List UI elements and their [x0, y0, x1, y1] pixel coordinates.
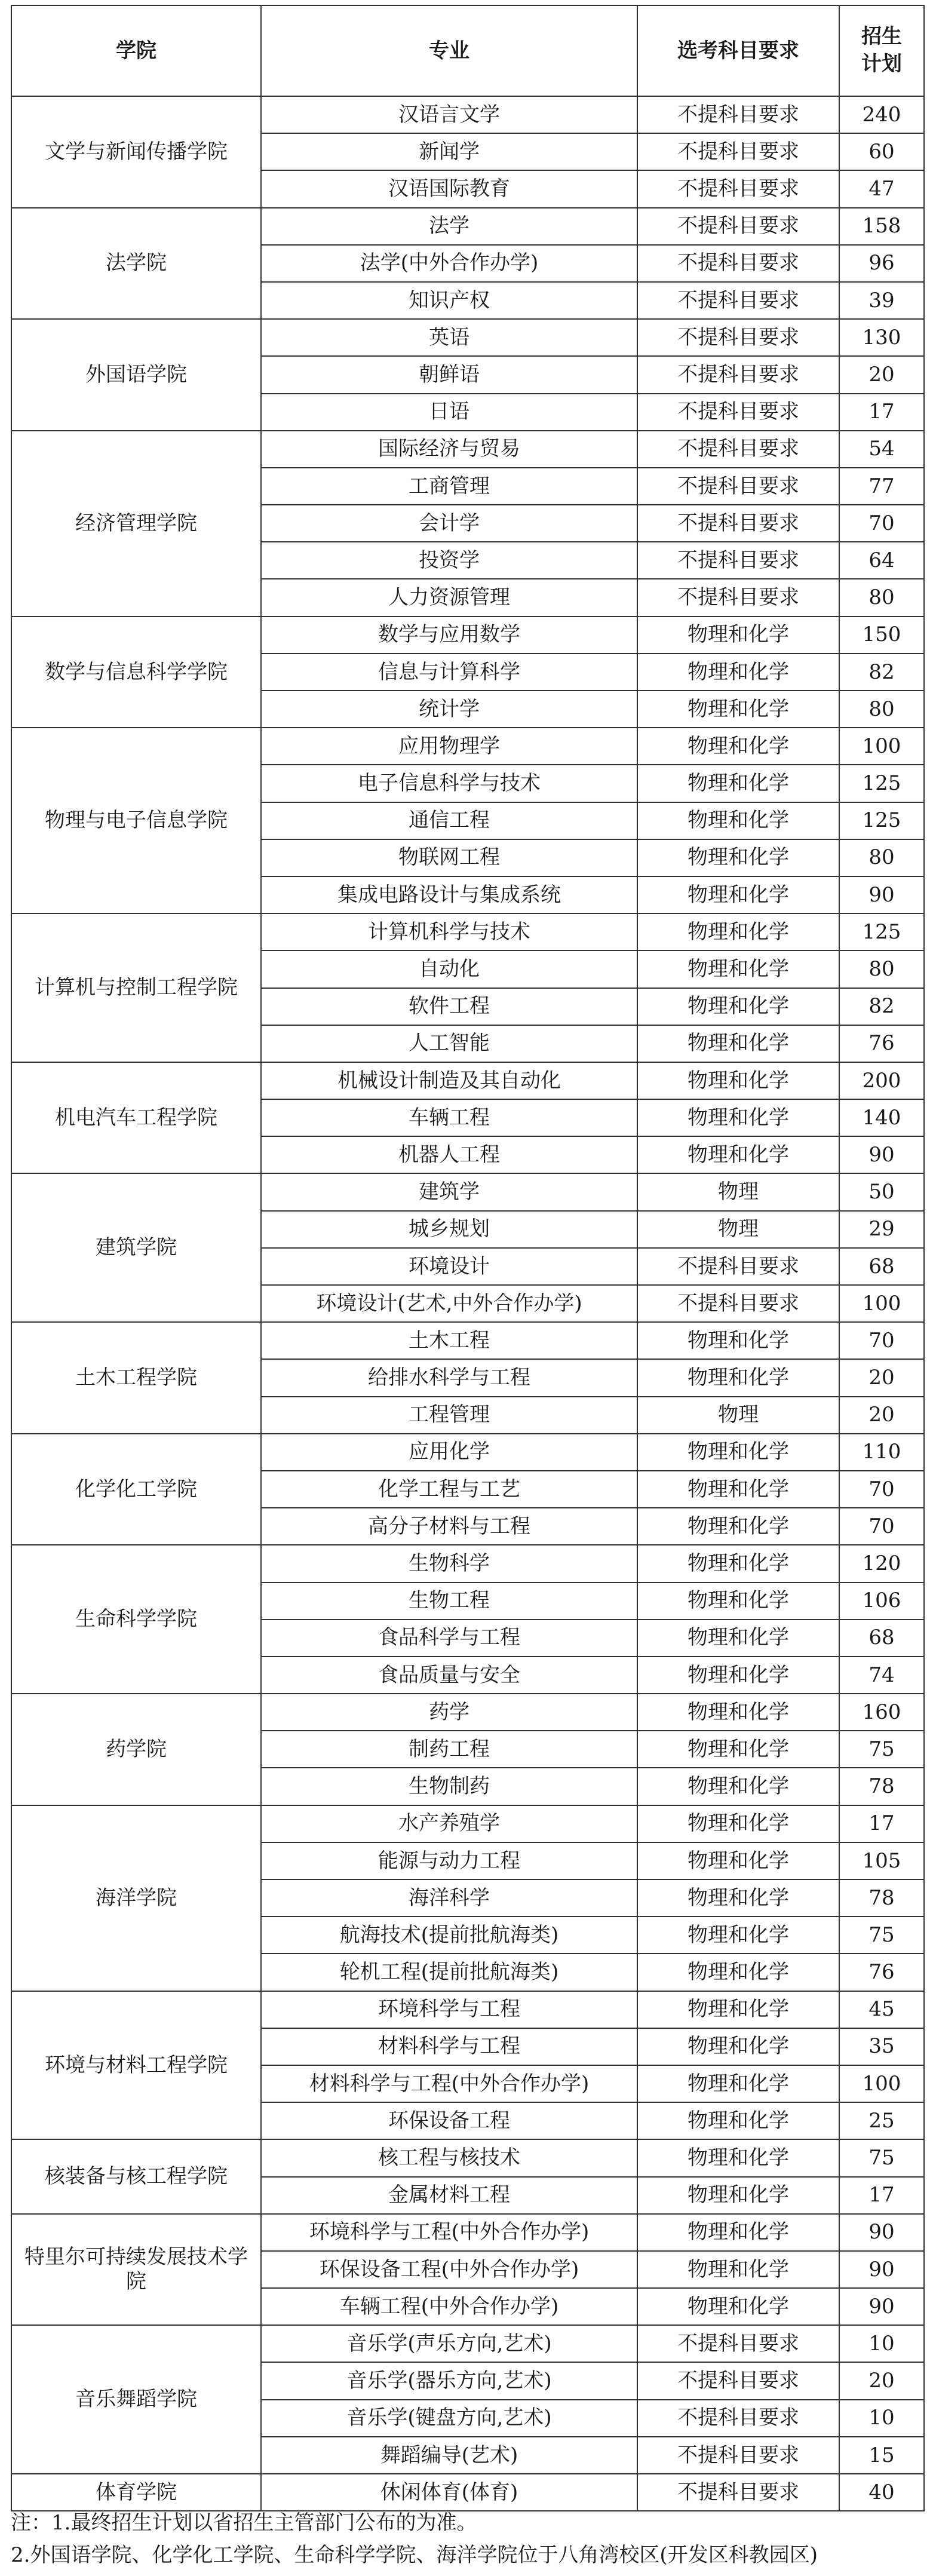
college-cell: 生命科学学院: [11, 1545, 261, 1694]
plan-cell: 20: [839, 356, 924, 393]
plan-cell: 75: [839, 1731, 924, 1768]
college-cell: 土木工程学院: [11, 1322, 261, 1434]
subject-cell: 物理和化学: [637, 1768, 839, 1805]
plan-cell: 82: [839, 654, 924, 691]
subject-cell: 不提科目要求: [637, 1285, 839, 1322]
plan-cell: 78: [839, 1768, 924, 1805]
major-cell: 物联网工程: [261, 839, 637, 876]
major-cell: 通信工程: [261, 802, 637, 839]
major-cell: 朝鲜语: [261, 356, 637, 393]
major-cell: 生物科学: [261, 1545, 637, 1582]
subject-cell: 不提科目要求: [637, 468, 839, 505]
major-cell: 会计学: [261, 505, 637, 542]
plan-cell: 125: [839, 765, 924, 802]
college-cell: 计算机与控制工程学院: [11, 913, 261, 1062]
plan-cell: 78: [839, 1879, 924, 1916]
plan-cell: 60: [839, 133, 924, 170]
subject-cell: 物理和化学: [637, 765, 839, 802]
subject-cell: 物理和化学: [637, 2028, 839, 2065]
plan-cell: 120: [839, 1545, 924, 1582]
major-cell: 工商管理: [261, 468, 637, 505]
major-cell: 音乐学(键盘方向,艺术): [261, 2400, 637, 2437]
subject-cell: 物理和化学: [637, 913, 839, 950]
subject-cell: 物理和化学: [637, 728, 839, 765]
subject-cell: 物理和化学: [637, 2139, 839, 2176]
footnote-2: 2.外国语学院、化学化工学院、生命科学学院、海洋学院位于八角湾校区(开发区科教园区): [11, 2543, 818, 2567]
subject-cell: 物理和化学: [637, 2214, 839, 2251]
footnotes: [11, 2507, 923, 2571]
table-row: [11, 913, 924, 950]
subject-cell: 不提科目要求: [637, 2362, 839, 2399]
subject-cell: 不提科目要求: [637, 208, 839, 245]
subject-cell: 不提科目要求: [637, 133, 839, 170]
plan-cell: 10: [839, 2400, 924, 2437]
subject-cell: 物理和化学: [637, 1657, 839, 1694]
table-row: [11, 2214, 924, 2251]
table-row: [11, 617, 924, 654]
major-cell: 生物制药: [261, 1768, 637, 1805]
major-cell: 食品质量与安全: [261, 1657, 637, 1694]
subject-cell: 不提科目要求: [637, 394, 839, 431]
plan-cell: 35: [839, 2028, 924, 2065]
plan-cell: 76: [839, 1025, 924, 1062]
plan-cell: 68: [839, 1620, 924, 1657]
plan-cell: 140: [839, 1099, 924, 1136]
subject-cell: 不提科目要求: [637, 2400, 839, 2437]
plan-cell: 80: [839, 579, 924, 616]
subject-cell: 物理和化学: [637, 1916, 839, 1954]
table-row: [11, 208, 924, 245]
major-cell: 国际经济与贸易: [261, 431, 637, 468]
subject-cell: 物理和化学: [637, 2251, 839, 2288]
major-cell: 舞蹈编导(艺术): [261, 2437, 637, 2474]
major-cell: 水产养殖学: [261, 1805, 637, 1842]
college-cell: 化学化工学院: [11, 1434, 261, 1545]
plan-cell: 150: [839, 617, 924, 654]
subject-cell: 物理和化学: [637, 802, 839, 839]
header-enrollment-plan: 招生 计划: [839, 5, 924, 96]
table-row: [11, 2325, 924, 2362]
college-cell: 音乐舞蹈学院: [11, 2325, 261, 2474]
major-cell: 轮机工程(提前批航海类): [261, 1954, 637, 1991]
plan-cell: 158: [839, 208, 924, 245]
subject-cell: 不提科目要求: [637, 356, 839, 393]
major-cell: 法学: [261, 208, 637, 245]
major-cell: 材料科学与工程(中外合作办学): [261, 2065, 637, 2102]
plan-cell: 50: [839, 1173, 924, 1210]
major-cell: 环境科学与工程: [261, 1991, 637, 2028]
table-body: [11, 96, 924, 2511]
major-cell: 车辆工程(中外合作办学): [261, 2288, 637, 2325]
plan-cell: 45: [839, 1991, 924, 2028]
major-cell: 音乐学(器乐方向,艺术): [261, 2362, 637, 2399]
subject-cell: 物理和化学: [637, 654, 839, 691]
subject-cell: 不提科目要求: [637, 579, 839, 616]
subject-cell: 不提科目要求: [637, 431, 839, 468]
major-cell: 航海技术(提前批航海类): [261, 1916, 637, 1954]
college-cell: 特里尔可持续发展技术学院: [11, 2214, 261, 2326]
footnote-1: 注：1.最终招生计划以省招生主管部门公布的为准。: [11, 2511, 477, 2535]
table-row: [11, 1545, 924, 1582]
table-row: [11, 1805, 924, 1842]
plan-cell: 90: [839, 876, 924, 913]
major-cell: 知识产权: [261, 282, 637, 319]
plan-cell: 17: [839, 1805, 924, 1842]
college-cell: 机电汽车工程学院: [11, 1062, 261, 1174]
major-cell: 生物工程: [261, 1583, 637, 1620]
plan-cell: 17: [839, 394, 924, 431]
major-cell: 金属材料工程: [261, 2177, 637, 2214]
major-cell: 化学工程与工艺: [261, 1471, 637, 1508]
subject-cell: 物理和化学: [637, 1099, 839, 1136]
subject-cell: 物理和化学: [637, 839, 839, 876]
major-cell: 环境设计: [261, 1248, 637, 1285]
plan-cell: 80: [839, 950, 924, 988]
table-header: [11, 5, 924, 96]
major-cell: 药学: [261, 1694, 637, 1731]
table-row: [11, 1434, 924, 1471]
major-cell: 环境设计(艺术,中外合作办学): [261, 1285, 637, 1322]
subject-cell: 物理和化学: [637, 617, 839, 654]
plan-cell: 106: [839, 1583, 924, 1620]
plan-cell: 70: [839, 1508, 924, 1545]
header-college: 学院: [11, 5, 261, 96]
subject-cell: 物理和化学: [637, 1879, 839, 1916]
table-row: [11, 96, 924, 133]
major-cell: 统计学: [261, 691, 637, 728]
subject-cell: 物理和化学: [637, 1545, 839, 1582]
table-row: [11, 2139, 924, 2176]
table-row: [11, 2474, 924, 2511]
plan-cell: 15: [839, 2437, 924, 2474]
subject-cell: 物理和化学: [637, 988, 839, 1025]
plan-cell: 25: [839, 2102, 924, 2139]
subject-cell: 物理和化学: [637, 1805, 839, 1842]
major-cell: 汉语国际教育: [261, 170, 637, 207]
major-cell: 土木工程: [261, 1322, 637, 1359]
table-row: [11, 728, 924, 765]
major-cell: 能源与动力工程: [261, 1842, 637, 1879]
major-cell: 食品科学与工程: [261, 1620, 637, 1657]
plan-cell: 40: [839, 2474, 924, 2511]
plan-cell: 110: [839, 1434, 924, 1471]
major-cell: 英语: [261, 319, 637, 356]
subject-cell: 物理和化学: [637, 1620, 839, 1657]
subject-cell: 不提科目要求: [637, 2474, 839, 2511]
plan-cell: 240: [839, 96, 924, 133]
subject-cell: 不提科目要求: [637, 319, 839, 356]
header-subject-requirement: 选考科目要求: [637, 5, 839, 96]
plan-cell: 70: [839, 505, 924, 542]
major-cell: 计算机科学与技术: [261, 913, 637, 950]
college-cell: 环境与材料工程学院: [11, 1991, 261, 2140]
table-row: [11, 1991, 924, 2028]
major-cell: 海洋科学: [261, 1879, 637, 1916]
subject-cell: 物理和化学: [637, 1954, 839, 1991]
major-cell: 自动化: [261, 950, 637, 988]
major-cell: 应用化学: [261, 1434, 637, 1471]
plan-cell: 29: [839, 1211, 924, 1248]
table-row: [11, 431, 924, 468]
plan-cell: 105: [839, 1842, 924, 1879]
subject-cell: 物理和化学: [637, 1471, 839, 1508]
subject-cell: 物理和化学: [637, 1136, 839, 1173]
major-cell: 机器人工程: [261, 1136, 637, 1173]
plan-cell: 64: [839, 542, 924, 579]
college-cell: 文学与新闻传播学院: [11, 96, 261, 208]
major-cell: 建筑学: [261, 1173, 637, 1210]
major-cell: 高分子材料与工程: [261, 1508, 637, 1545]
plan-cell: 125: [839, 913, 924, 950]
plan-cell: 200: [839, 1062, 924, 1099]
major-cell: 电子信息科学与技术: [261, 765, 637, 802]
subject-cell: 物理和化学: [637, 1991, 839, 2028]
college-cell: 体育学院: [11, 2474, 261, 2511]
plan-cell: 90: [839, 2214, 924, 2251]
plan-cell: 75: [839, 1916, 924, 1954]
plan-cell: 70: [839, 1471, 924, 1508]
subject-cell: 不提科目要求: [637, 245, 839, 282]
major-cell: 环保设备工程: [261, 2102, 637, 2139]
college-cell: 经济管理学院: [11, 431, 261, 617]
plan-cell: 20: [839, 2362, 924, 2399]
plan-cell: 39: [839, 282, 924, 319]
college-cell: 药学院: [11, 1694, 261, 1805]
major-cell: 核工程与核技术: [261, 2139, 637, 2176]
plan-cell: 17: [839, 2177, 924, 2214]
subject-cell: 物理和化学: [637, 2177, 839, 2214]
subject-cell: 物理和化学: [637, 2065, 839, 2102]
subject-cell: 物理和化学: [637, 2288, 839, 2325]
major-cell: 投资学: [261, 542, 637, 579]
plan-cell: 100: [839, 1285, 924, 1322]
subject-cell: 物理和化学: [637, 1694, 839, 1731]
plan-cell: 10: [839, 2325, 924, 2362]
major-cell: 数学与应用数学: [261, 617, 637, 654]
subject-cell: 不提科目要求: [637, 170, 839, 207]
college-cell: 物理与电子信息学院: [11, 728, 261, 913]
table-row: [11, 1062, 924, 1099]
plan-cell: 125: [839, 802, 924, 839]
subject-cell: 物理和化学: [637, 1434, 839, 1471]
major-cell: 集成电路设计与集成系统: [261, 876, 637, 913]
subject-cell: 物理和化学: [637, 1731, 839, 1768]
header-major: 专业: [261, 5, 637, 96]
subject-cell: 物理和化学: [637, 1062, 839, 1099]
plan-cell: 82: [839, 988, 924, 1025]
plan-cell: 160: [839, 1694, 924, 1731]
major-cell: 人力资源管理: [261, 579, 637, 616]
subject-cell: 不提科目要求: [637, 282, 839, 319]
subject-cell: 物理: [637, 1173, 839, 1210]
subject-cell: 不提科目要求: [637, 505, 839, 542]
plan-cell: 90: [839, 1136, 924, 1173]
major-cell: 日语: [261, 394, 637, 431]
plan-cell: 20: [839, 1359, 924, 1396]
major-cell: 休闲体育(体育): [261, 2474, 637, 2511]
major-cell: 环保设备工程(中外合作办学): [261, 2251, 637, 2288]
plan-cell: 100: [839, 2065, 924, 2102]
college-cell: 建筑学院: [11, 1173, 261, 1322]
college-cell: 核装备与核工程学院: [11, 2139, 261, 2213]
plan-cell: 96: [839, 245, 924, 282]
subject-cell: 不提科目要求: [637, 2325, 839, 2362]
plan-cell: 54: [839, 431, 924, 468]
plan-cell: 77: [839, 468, 924, 505]
enrollment-plan-table: [11, 5, 925, 2511]
subject-cell: 不提科目要求: [637, 542, 839, 579]
plan-cell: 68: [839, 1248, 924, 1285]
table-row: [11, 1694, 924, 1731]
subject-cell: 物理和化学: [637, 1322, 839, 1359]
subject-cell: 物理和化学: [637, 1025, 839, 1062]
subject-cell: 物理和化学: [637, 876, 839, 913]
major-cell: 环境科学与工程(中外合作办学): [261, 2214, 637, 2251]
college-cell: 海洋学院: [11, 1805, 261, 1991]
subject-cell: 物理和化学: [637, 1583, 839, 1620]
plan-cell: 80: [839, 691, 924, 728]
subject-cell: 物理和化学: [637, 2102, 839, 2139]
plan-cell: 70: [839, 1322, 924, 1359]
major-cell: 汉语言文学: [261, 96, 637, 133]
plan-cell: 75: [839, 2139, 924, 2176]
subject-cell: 物理: [637, 1211, 839, 1248]
major-cell: 给排水科学与工程: [261, 1359, 637, 1396]
table-row: [11, 1173, 924, 1210]
college-cell: 外国语学院: [11, 319, 261, 431]
plan-cell: 74: [839, 1657, 924, 1694]
subject-cell: 不提科目要求: [637, 96, 839, 133]
subject-cell: 不提科目要求: [637, 1248, 839, 1285]
major-cell: 城乡规划: [261, 1211, 637, 1248]
plan-cell: 80: [839, 839, 924, 876]
college-cell: 数学与信息科学学院: [11, 617, 261, 728]
major-cell: 工程管理: [261, 1397, 637, 1434]
subject-cell: 物理和化学: [637, 1359, 839, 1396]
subject-cell: 物理和化学: [637, 1508, 839, 1545]
major-cell: 软件工程: [261, 988, 637, 1025]
table-row: [11, 1322, 924, 1359]
table-row: [11, 319, 924, 356]
plan-cell: 76: [839, 1954, 924, 1991]
major-cell: 新闻学: [261, 133, 637, 170]
major-cell: 应用物理学: [261, 728, 637, 765]
major-cell: 人工智能: [261, 1025, 637, 1062]
plan-cell: 130: [839, 319, 924, 356]
plan-cell: 100: [839, 728, 924, 765]
major-cell: 信息与计算科学: [261, 654, 637, 691]
college-cell: 法学院: [11, 208, 261, 320]
subject-cell: 不提科目要求: [637, 2437, 839, 2474]
plan-cell: 47: [839, 170, 924, 207]
plan-cell: 90: [839, 2251, 924, 2288]
plan-cell: 20: [839, 1397, 924, 1434]
subject-cell: 物理: [637, 1397, 839, 1434]
major-cell: 车辆工程: [261, 1099, 637, 1136]
major-cell: 法学(中外合作办学): [261, 245, 637, 282]
major-cell: 制药工程: [261, 1731, 637, 1768]
plan-cell: 90: [839, 2288, 924, 2325]
major-cell: 机械设计制造及其自动化: [261, 1062, 637, 1099]
major-cell: 音乐学(声乐方向,艺术): [261, 2325, 637, 2362]
subject-cell: 物理和化学: [637, 691, 839, 728]
major-cell: 材料科学与工程: [261, 2028, 637, 2065]
subject-cell: 物理和化学: [637, 950, 839, 988]
subject-cell: 物理和化学: [637, 1842, 839, 1879]
